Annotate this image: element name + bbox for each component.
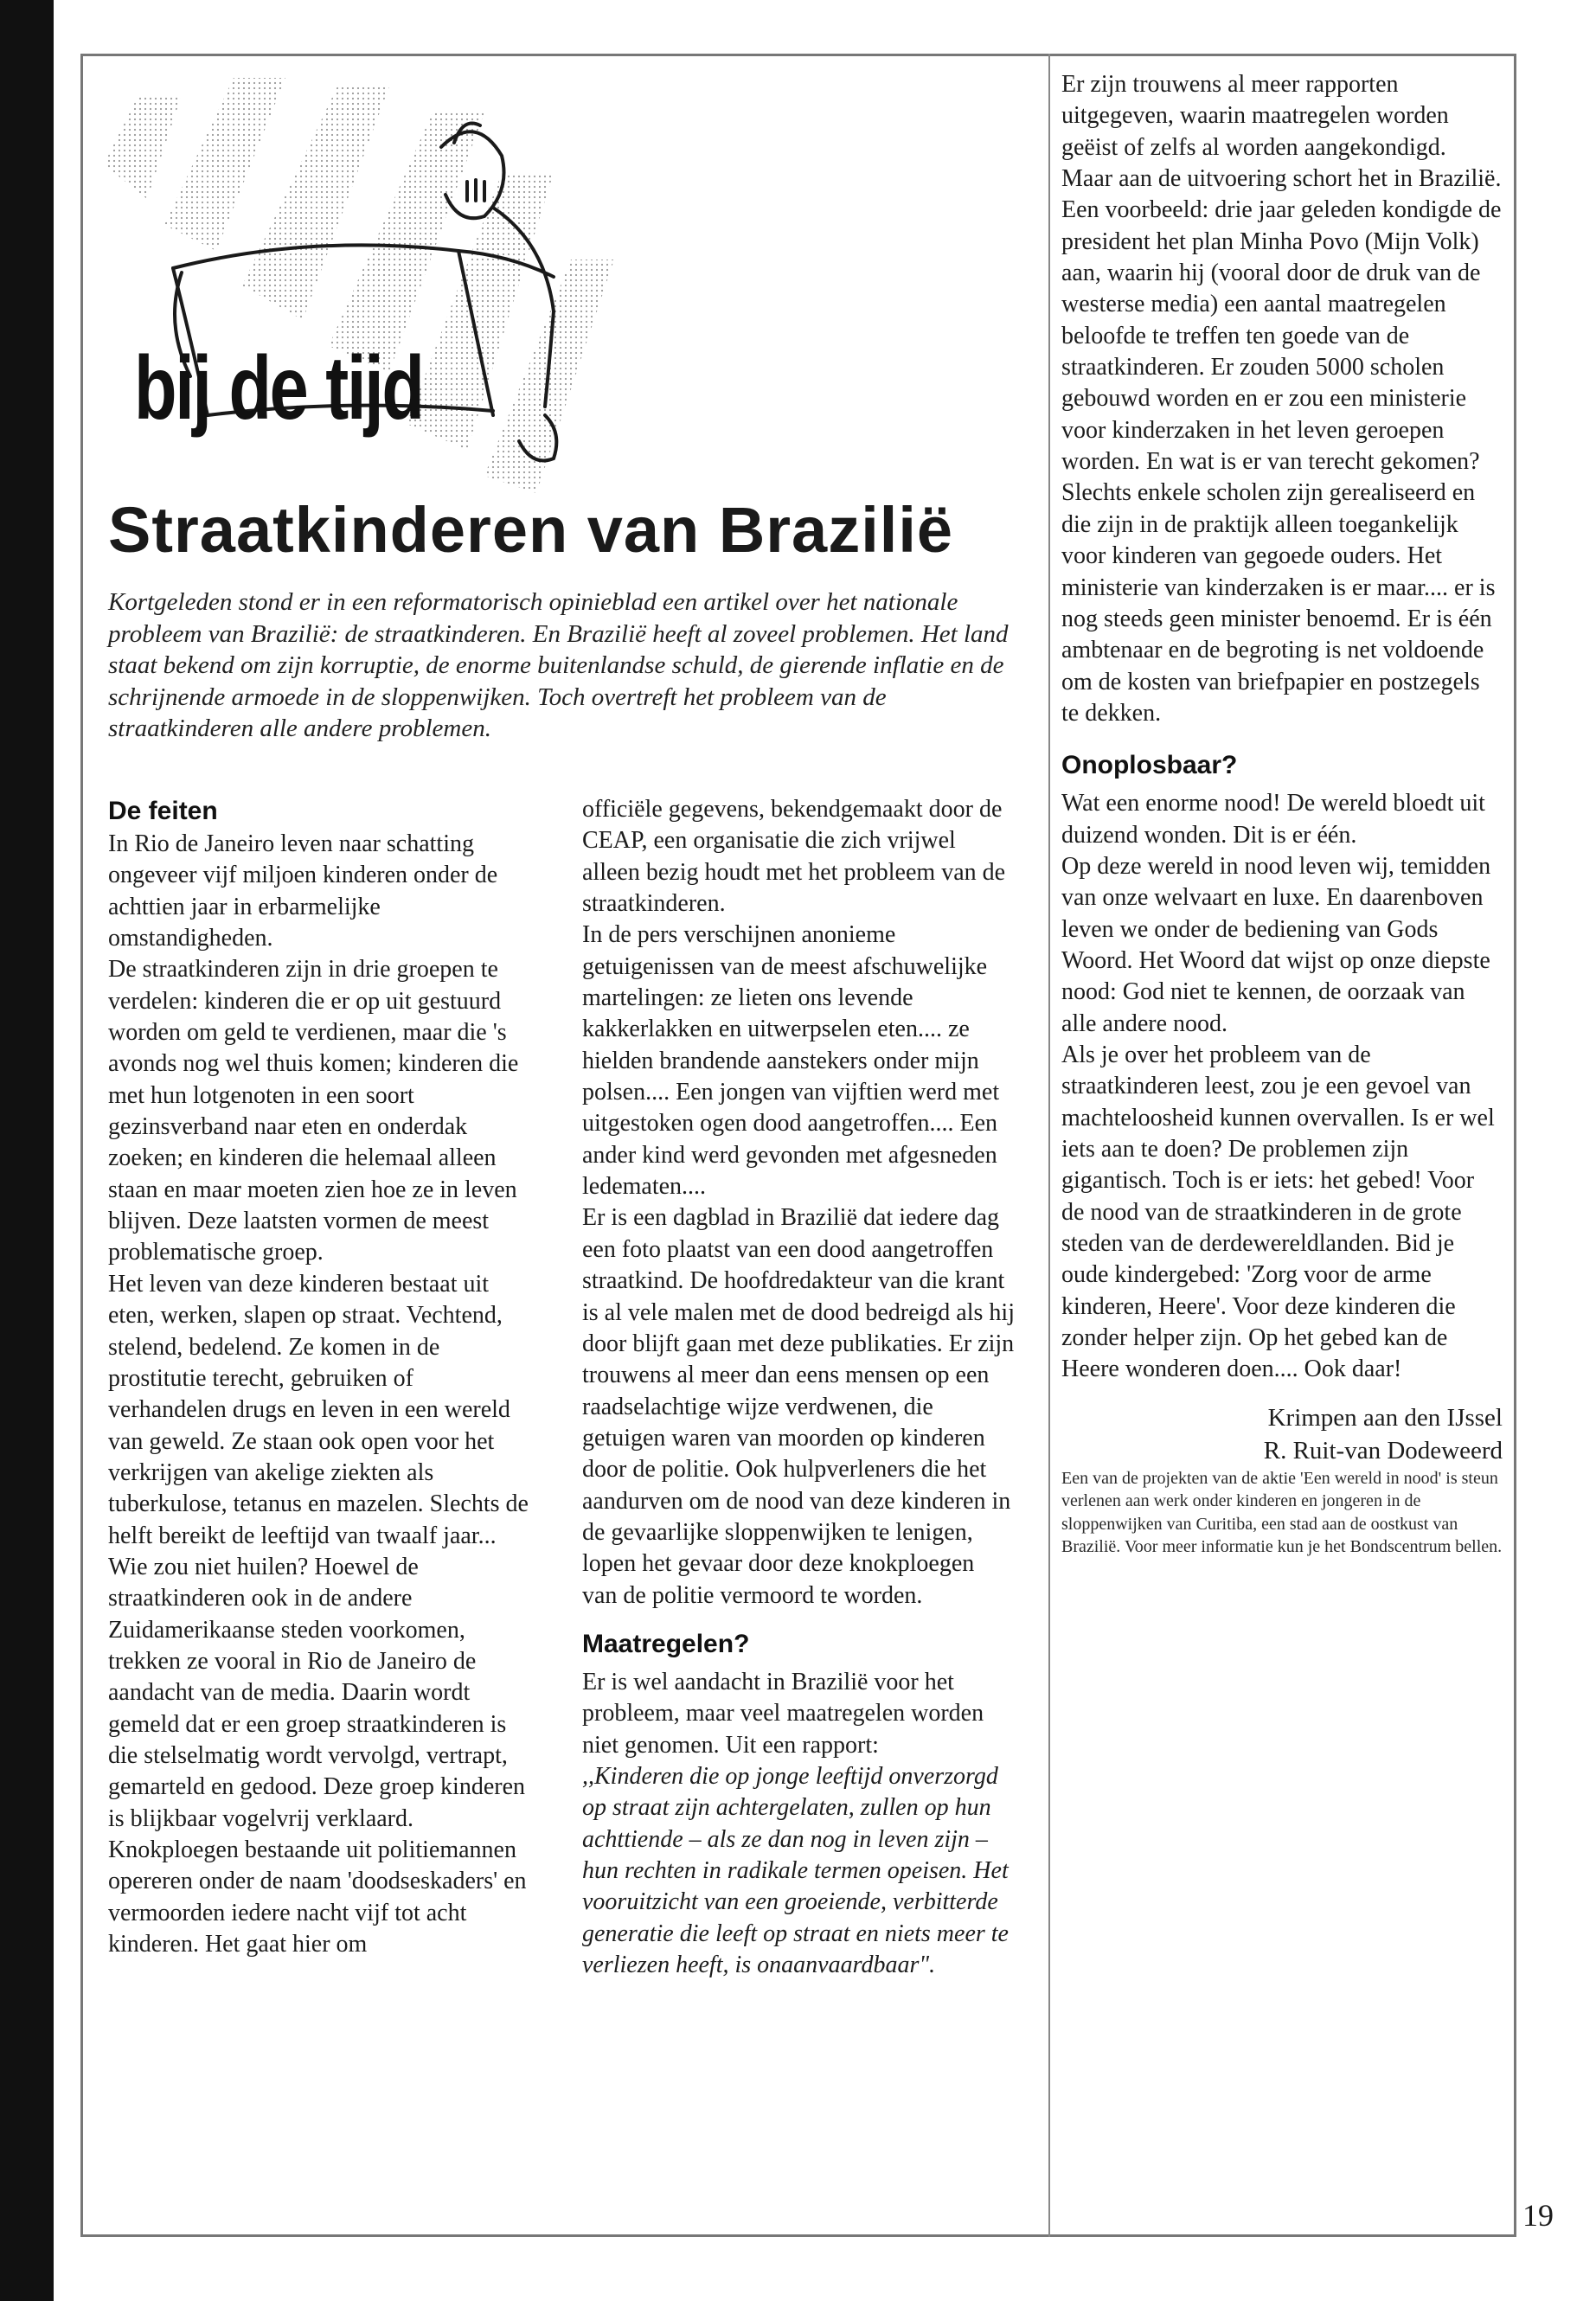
column-rule: [1048, 54, 1050, 2237]
paragraph: Op deze wereld in nood leven wij, temidden van onze welvaart en luxe. En daarenboven leven we onder de bediening van Gods Woord. Het Woord dat wijst op onze diepste nood: God niet te kennen, de oorzaak van alle andere nood.: [1061, 852, 1491, 1037]
author-signature: [1061, 1401, 1503, 1467]
header-illustration: [87, 61, 623, 510]
column-left: [108, 794, 532, 1960]
paragraph: officiële gegevens, bekendgemaakt door de CEAP, een organisatie die zich vrijwel alleen bezig houdt met het probleem van de straatkinderen.: [582, 796, 1006, 918]
logo-word: bij: [134, 338, 210, 439]
column-middle: [582, 794, 1015, 1981]
signature-place: Krimpen aan den IJssel: [1267, 1403, 1503, 1432]
section-logo: [134, 337, 441, 440]
logo-word: de: [228, 338, 307, 439]
signature-author: R. Ruit-van Dodeweerd: [1263, 1436, 1503, 1465]
report-quote: ,,Kinderen die op jonge leeftijd onverzorgd op straat zijn achtergelaten, zullen op hun achttiende – als ze dan nog in leven zijn – hun rechten in radikale termen opeisen. Het vooruitzicht van een groeiende, verbitterde generatie die leeft op straat en niets meer te verliezen heeft, is onaanvaardbaar".: [582, 1762, 1009, 1979]
paragraph: In Rio de Janeiro leven naar schatting ongeveer vijf miljoen kinderen onder de achttien jaar in erbarmelijke omstandigheden.: [108, 830, 498, 952]
paragraph: In de pers verschijnen anonieme getuigenissen van de meest afschuwelijke martelingen: ze lieten ons levende kakkerlakken en uitwerpselen eten.... ze hielden brandende aanstekers onder mijn polsen.... Een jongen van vijftien werd met uitgestoken ogen dood aangetroffen.... Een ander kind werd gevonden met afgesneden ledematen....: [582, 921, 1000, 1201]
paragraph: Er is wel aandacht in Brazilië voor het probleem, maar veel maatregelen worden niet genomen. Uit een rapport:: [582, 1668, 984, 1759]
paragraph: Als je over het probleem van de straatkinderen leest, zou je een gevoel van machteloosheid kunnen overvallen. Is er wel iets aan te doen? De problemen zijn gigantisch. Toch is er iets: het gebed! Voor de nood van de straatkinderen in de grote steden van de derdewereldlanden. Bid je oude kindergebed: 'Zorg voor de arme kinderen, Heere'. Voor deze kinderen die zonder helper zijn. Op het gebed kan de Heere wonderen doen.... Ook daar!: [1061, 1041, 1495, 1383]
article-lead: Kortgeleden stond er in een reformatorisch opinieblad een artikel over het nationale probleem van Brazilië: de straatkinderen. En Brazilië heeft al zoveel problemen. Het land staat bekend om zijn korruptie, de enorme buitenlandse schuld, de gierende inflatie en de schrijnende armoede in de sloppenwijken. Toch overtreft het probleem van de straatkinderen alle andere problemen.: [108, 588, 1009, 743]
paragraph: Er is een dagblad in Brazilië dat iedere dag een foto plaatst van een dood aangetroffen straatkind. De hoofdredakteur van die krant is al vele malen met de dood bedreigd als hij door blijft gaan met deze publikaties. Er zijn trouwens al meer dan eens mensen op een raadselachtige wijze verdwenen, die getuigen waren van moorden op kinderen door de politie. Ook hulpverleners die het aandurven om de nood van deze kinderen in de gevaarlijke sloppenwijken te lenigen, lopen het gevaar door deze knokploegen van de politie vermoord te worden.: [582, 1204, 1015, 1609]
paragraph: Het leven van deze kinderen bestaat uit eten, werken, slapen op straat. Vechtend, stelend, bedelend. Ze komen in de prostitutie terecht, gebruiken of verhandelen drugs en leven in een wereld van geweld. Ze staan ook open voor het verkrijgen van akelige ziekten als tuberkulose, tetanus en mazelen. Slechts de helft bereikt de leeftijd van twaalf jaar... Wie zou niet huilen? Hoewel de straatkinderen ook in de andere Zuidamerikaanse steden voorkomen, trekken ze vooral in Rio de Janeiro de aandacht van de media. Daarin wordt gemeld dat er een groep straatkinderen is die stelselmatig wordt vervolgd, vertrapt, gemarteld en gedood. Deze groep kinderen is blijkbaar vogelvrij verklaard. Knokploegen bestaande uit politiemannen opereren onder de naam 'doodseskaders' en vermoorden iedere nacht vijf tot acht kinderen. Het gaat hier om: [108, 1270, 529, 1958]
paragraph: De straatkinderen zijn in drie groepen te verdelen: kinderen die er op uit gestuurd worden om geld te verdienen, maar die 's avonds nog wel thuis komen; kinderen die met hun lotgenoten in een soort gezinsverband naar eten en onderdak zoeken; en kinderen die helemaal alleen staan en maar moeten zien hoe ze in leven blijven. Deze laatsten vormen de meest problematische groep.: [108, 956, 519, 1266]
section-heading: Maatregelen?: [582, 1629, 750, 1658]
page-spine: [0, 0, 54, 2301]
article-title: Straatkinderen van Brazilië: [108, 494, 954, 566]
logo-word: tijd: [325, 338, 423, 439]
paragraph: Wat een enorme nood! De wereld bloedt uit duizend wonden. Dit is er één.: [1061, 790, 1485, 849]
page-number: 19: [1522, 2198, 1554, 2233]
info-caption: Een van de projekten van de aktie 'Een wereld in nood' is steun verlenen aan werk onder kinderen en jongeren in de sloppenwijken van Curitiba, een stad aan de oostkust van Brazilië. Voor meer informatie kun je het Bondscentrum bellen.: [1061, 1468, 1503, 1557]
column-right: [1061, 69, 1503, 1559]
section-heading: Onoplosbaar?: [1061, 751, 1238, 780]
paragraph: Er zijn trouwens al meer rapporten uitgegeven, waarin maatregelen worden geëist of zelfs al worden aangekondigd. Maar aan de uitvoering schort het in Brazilië. Een voorbeeld: drie jaar geleden kondigde de president het plan Minha Povo (Mijn Volk) aan, waarin hij (vooral door de druk van de westerse media) een aantal maatregelen beloofde te treffen ten goede van de straatkinderen. Er zouden 5000 scholen gebouwd worden en er zou een ministerie voor kinderzaken in het leven geroepen worden. En wat is er van terecht gekomen? Slechts enkele scholen zijn gerealiseerd en die zijn in de praktijk alleen toegankelijk voor kinderen van gegoede ouders. Het ministerie van kinderzaken is er maar.... er is nog steeds geen minister benoemd. Er is één ambtenaar en de begroting is net voldoende om de kosten van briefpapier en postzegels te dekken.: [1061, 71, 1502, 727]
section-heading: De feiten: [108, 797, 218, 825]
